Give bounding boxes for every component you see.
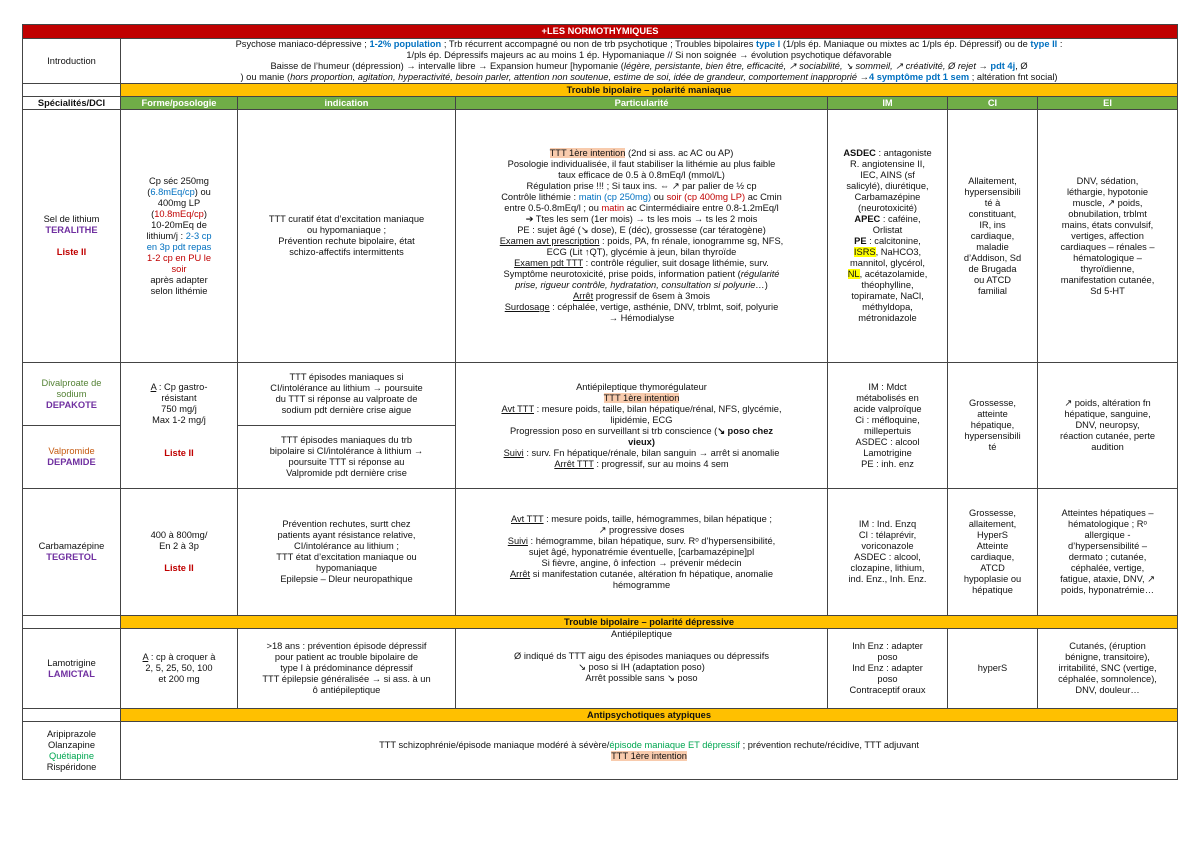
tegretol-im-e: clozapine, lithium, <box>850 563 925 573</box>
tegretol-ci <box>948 489 1038 616</box>
lithium-im-l: NL <box>847 269 860 279</box>
depakote-im-h: PE : inh. enz <box>861 458 914 469</box>
depakote-name1: Divalproate de <box>41 377 102 388</box>
lamictal-im-e: Contraceptif oraux <box>849 685 926 695</box>
lithium-im-h: Orlistat <box>872 225 903 235</box>
depakote-forme-b: résistant <box>161 392 197 403</box>
lithium-part-p12a: Symptôme neurotoxicité, prise poids, information patient ( <box>503 269 741 279</box>
lithium-ei-i: thyroïdienne, <box>1080 263 1135 274</box>
valproate-particularite <box>456 363 828 489</box>
depakote-im-e: millepertuis <box>863 425 911 436</box>
lithium-forme-b3: ) ou <box>194 186 211 197</box>
header-row <box>23 97 1178 110</box>
lamictal-ei-c: irritabilité, SNC (vertige, <box>1058 663 1157 673</box>
lamictal-part-d: Arrêt possible sans ↘ poso <box>585 673 698 683</box>
lamictal-ind-e: ô antiépileptique <box>312 685 381 695</box>
lithium-indication <box>238 110 456 363</box>
section-atypical-row <box>23 709 1178 722</box>
lithium-part-p11a: Examen pdt TTT <box>514 258 584 268</box>
tegretol-ei-f: céphalée, vertige, <box>1070 563 1145 573</box>
tegretol-particularite <box>456 489 828 616</box>
lithium-ind-c: Prévention rechute bipolaire, état <box>278 236 415 246</box>
row-antipsychotiques <box>23 722 1178 780</box>
lithium-im-g2: : caféine, <box>880 214 921 224</box>
lithium-im-l2: , acétazolamide, <box>859 269 928 279</box>
depakote-forme-d: Max 1-2 mg/j <box>152 414 206 425</box>
lamictal-im-b: poso <box>877 652 898 662</box>
tegretol-im-c: voriconazole <box>861 541 914 551</box>
lithium-part-p1b: (2nd si ass. ac AC ou AP) <box>625 148 734 158</box>
antipsy-text <box>121 722 1178 780</box>
tegretol-ind-c: CI/intolérance au lithium ; <box>294 541 399 551</box>
intro-l1d: type I <box>755 39 781 49</box>
depamide-indication <box>238 426 456 489</box>
antipsy-name-olanzapine: Olanzapine <box>47 739 96 750</box>
lithium-ei-c: muscle, ↗ poids, <box>1072 197 1143 208</box>
tegretol-ind-e: hypomaniaque <box>316 563 377 573</box>
lithium-part-p5a: Contrôle lithémie : <box>501 192 579 202</box>
lithium-ei-a: DNV, sédation, <box>1076 175 1139 186</box>
lamictal-particularite <box>456 629 828 709</box>
tegretol-im-f: ind. Enz., Inh. Enz. <box>848 574 927 584</box>
lithium-part-p14b: progressif de 6sem à 3mois <box>593 291 710 301</box>
antipsy-dci <box>23 722 121 780</box>
lithium-part-p14a: Arrêt <box>573 291 594 301</box>
tegretol-im-a: IM : Ind. Enzq <box>858 519 917 529</box>
header-ei: EI <box>1038 97 1178 110</box>
lithium-dci <box>23 110 121 363</box>
depakote-part-g2: : progressif, sur au moins 4 sem <box>593 458 729 469</box>
tegretol-dci <box>23 489 121 616</box>
tegretol-indication <box>238 489 456 616</box>
intro-l3e: , Ø <box>1015 61 1028 71</box>
depakote-ind-d: sodium pdt dernière crise aigue <box>281 405 412 415</box>
lithium-particularite <box>456 110 828 363</box>
lithium-forme-f1: lithium/j : <box>146 230 186 241</box>
lithium-part-p9b: : poids, PA, fn rénale, ionogramme sg, NFS, <box>599 236 784 246</box>
tegretol-im-b: CI : télaprévir, <box>858 530 917 540</box>
header-particularite: Particularité <box>456 97 828 110</box>
lithium-forme-i: soir <box>171 263 187 274</box>
depakote-part-b: TTT 1ère intention <box>603 392 680 403</box>
lithium-forme-e: 10-20mEq de <box>151 219 207 230</box>
lithium-forme-g: en 3p pdt repas <box>146 241 212 252</box>
lithium-name: Sel de lithium <box>43 214 100 224</box>
lamictal-name: Lamotrigine <box>47 657 96 668</box>
depamide-dci <box>23 426 121 489</box>
tegretol-name: Carbamazépine <box>38 541 105 551</box>
lithium-part-p5d: soir (cp 400mg LP) <box>666 192 746 202</box>
lamictal-indication <box>238 629 456 709</box>
depakote-part-f2: : surv. Fn hépatique/rénale, bilan sanguin → arrêt si anomalie <box>523 447 780 458</box>
tegretol-list: Liste II <box>164 563 194 573</box>
lithium-part-p5c: ou <box>651 192 667 202</box>
valproate-forme <box>121 363 238 489</box>
lithium-ci-a: Allaitement, <box>968 175 1017 186</box>
tegretol-ci-a: Grossesse, <box>968 508 1016 518</box>
depakote-ei-e: audition <box>1091 442 1124 452</box>
lithium-forme-f2: 2-3 cp <box>185 230 212 241</box>
row-tegretol <box>23 489 1178 616</box>
lithium-ei <box>1038 110 1178 363</box>
lithium-part-p13b: ) <box>764 280 768 290</box>
tegretol-part-f2: si manifestation cutanée, altération fn hépatique, anomalie <box>530 568 774 579</box>
depakote-ei-d: réaction cutanée, perte <box>1059 431 1156 441</box>
intro-l1e: (1/pls ép. Maniaque ou mixtes ac 1/pls ép. Dépressif) ou de <box>780 39 1031 49</box>
lamictal-dci <box>23 629 121 709</box>
header-im: IM <box>828 97 948 110</box>
depakote-part-e2: ↘ poso chez <box>717 425 774 436</box>
tegretol-ei-b: hématologique ; Rᵒ <box>1068 519 1147 529</box>
intro-l4b: hors proportion, agitation, hyperactivité, besoin parler, attention non soutenue, estime de soi, idée de grandeur, comportement inapproprié <box>290 72 858 82</box>
lithium-ci-d: constituant, <box>968 208 1017 219</box>
tegretol-ei-a: Atteintes hépatiques – <box>1061 508 1154 518</box>
intro-l1f: type II <box>1030 39 1058 49</box>
tegretol-ind-b: patients ayant résistance relative, <box>277 530 416 540</box>
tegretol-forme-a: 400 à 800mg/ <box>150 530 208 540</box>
tegretol-part-b: ↗ progressive doses <box>598 524 685 535</box>
depakote-ci-d: hypersensibili <box>964 431 1021 441</box>
antipsy-text2: épisode maniaque ET dépressif <box>609 739 740 750</box>
depakote-forme-c: 750 mg/j <box>161 403 197 414</box>
lithium-part-p8: PE : sujet âgé (↘ dose), E (déc), grossesse (car tératogène) <box>517 225 766 235</box>
lamictal-forme-a2: : cp à croquer à <box>148 652 216 662</box>
intro-l3d: pdt 4j <box>990 61 1016 71</box>
depakote-dci <box>23 363 121 426</box>
row-depakote <box>23 363 1178 426</box>
depakote-part-c1: Avt TTT <box>501 403 535 414</box>
tegretol-im-d: ASDEC : alcool, <box>854 552 921 562</box>
lamictal-ei <box>1038 629 1178 709</box>
depakote-im-c: acide valproïque <box>853 403 922 414</box>
lamictal-im-c: Ind Enz : adapter <box>852 663 923 673</box>
tegretol-ind-d: TTT état d’excitation maniaque ou <box>276 552 417 562</box>
lithium-ei-h: hématologique – <box>1073 252 1142 263</box>
header-indication: indication <box>238 97 456 110</box>
intro-label: Introduction <box>23 39 121 84</box>
lithium-part-p4: Régulation prise !!! ; Si taux ins. ⇔ ↗ par palier de ½ cp <box>526 181 757 191</box>
tegretol-part-f1: Arrêt <box>509 568 531 579</box>
depakote-ind-a: TTT épisodes maniaques si <box>289 372 404 382</box>
tegretol-im <box>828 489 948 616</box>
row-lithium <box>23 110 1178 363</box>
lithium-ci-h: d’Addison, Sd <box>963 252 1022 263</box>
tegretol-ind-a: Prévention rechutes, surtt chez <box>282 519 411 529</box>
depakote-part-e1: Progression poso en surveillant si trb conscience ( <box>509 425 718 436</box>
intro-l4e: ; altération fnt social) <box>969 72 1058 82</box>
tegretol-part-c1: Suivi <box>507 535 528 546</box>
tegretol-ci-e: cardiaque, <box>970 552 1015 562</box>
intro-l4a: ) ou manie ( <box>240 72 291 82</box>
lithium-im-a2: : antagoniste <box>875 148 932 158</box>
lithium-im-i2: : calcitonine, <box>866 236 921 246</box>
depamide-name: Valpromide <box>48 446 95 456</box>
lithium-ci <box>948 110 1038 363</box>
tegretol-ei-h: poids, hyponatrémie… <box>1061 585 1155 595</box>
header-dci: Spécialités/DCI <box>23 97 121 110</box>
tegretol-part-a1: Avt TTT <box>511 513 544 524</box>
lamictal-forme-a1: A <box>142 652 149 662</box>
antipsy-name-quetiapine: Quétiapine <box>49 750 94 761</box>
lithium-ind-b: ou hypomaniaque ; <box>306 225 387 235</box>
lithium-im-a: ASDEC <box>843 148 876 158</box>
lithium-part-p3: taux efficace de 0.5 à 0.8mEq/l (mmol/L) <box>558 170 725 180</box>
intro-l1b: 1-2% population <box>369 39 442 49</box>
tegretol-ei-e: dermato ; cutanée, <box>1068 552 1147 562</box>
lithium-part-p1a: TTT 1ère intention <box>549 148 626 158</box>
tegretol-forme-b: En 2 à 3p <box>159 541 199 551</box>
lithium-ei-k: Sd 5-HT <box>1090 285 1125 296</box>
lithium-im-m: théophylline, <box>861 280 914 290</box>
depakote-part-e3: vieux) <box>628 436 655 447</box>
tegretol-part-d: sujet âgé, hyponatrémie éventuelle, [carbamazépine]pl <box>528 546 755 557</box>
lithium-im-g: APEC <box>854 214 881 224</box>
depakote-part-g1: Arrêt TTT <box>554 458 594 469</box>
depamide-brand: DEPAMIDE <box>47 457 96 467</box>
lithium-brand: TERALITHE <box>45 225 98 235</box>
lithium-part-p15b: : céphalée, vertige, asthénie, DNV, trblmt, soif, polyurie <box>549 302 779 312</box>
antipsy-text4: TTT 1ère intention <box>611 750 687 761</box>
lithium-ei-j: manifestation cutanée, <box>1060 274 1155 285</box>
lithium-im-j: ISRS <box>853 247 876 257</box>
depakote-im-a: IM : Mdct <box>868 381 907 392</box>
lithium-forme-d3: ) <box>203 208 207 219</box>
lithium-part-p10: ECG (Lit ↑QT), glycémie à jeun, bilan thyroïde <box>546 247 737 257</box>
section-maniac: Trouble bipolaire – polarité maniaque <box>121 84 1178 97</box>
tegretol-ei-g: fatigue, ataxie, DNV, ↗ <box>1060 574 1155 584</box>
depakote-im-b: métabolisés en <box>856 392 919 403</box>
lamictal-im-d: poso <box>877 674 898 684</box>
intro-text <box>121 39 1178 84</box>
lamictal-part-b: Ø indiqué ds TTT aigu des épisodes maniaques ou dépressifs <box>514 651 769 661</box>
lithium-ei-g: cardiaques – rénales – <box>1060 241 1155 252</box>
depakote-forme-a1: A <box>150 381 157 392</box>
lithium-ei-b: léthargie, hypotonie <box>1066 186 1149 197</box>
header-forme: Forme/posologie <box>121 97 238 110</box>
depakote-ei-b: hépatique, sanguine, <box>1064 409 1151 419</box>
tegretol-part-c2: : hémogramme, bilan hépatique, surv. Rᵒ d’hypersensibilité, <box>527 535 776 546</box>
lithium-ci-i: de Brugada <box>968 263 1017 274</box>
lamictal-ei-e: DNV, douleur… <box>1075 685 1140 695</box>
lamictal-ei-d: céphalée, somnolence), <box>1058 674 1157 684</box>
lithium-part-p11b: : contrôle régulier, suit dosage lithémie, surv. <box>583 258 769 268</box>
depakote-name2: sodium <box>56 388 87 399</box>
depakote-part-d: lipidémie, ECG <box>610 414 673 425</box>
lamictal-im-a: Inh Enz : adapter <box>852 641 923 651</box>
tegretol-ei <box>1038 489 1178 616</box>
page-title: +LES NORMOTHYMIQUES <box>23 25 1178 39</box>
lithium-im-k: mannitol, glycérol, <box>850 258 925 268</box>
lamictal-ei-b: bénigne, transitoire), <box>1065 652 1150 662</box>
tegretol-ei-c: allergique - <box>1084 530 1131 540</box>
depamide-ind-c: poursuite TTT si réponse au <box>288 457 405 467</box>
lithium-forme-j: après adapter <box>150 274 208 285</box>
lithium-forme-k: selon lithémie <box>150 285 208 296</box>
row-lamictal <box>23 629 1178 709</box>
intro-l4d: 4 symptôme pdt 1 sem <box>868 72 970 82</box>
lithium-ind-a: TTT curatif état d’excitation maniaque <box>268 214 425 224</box>
intro-l3a: Baisse de l’humeur (dépression) → intervalle libre → Expansion humeur [hypomanie ( <box>270 61 624 71</box>
lithium-im-e: Carbamazépine <box>854 192 921 202</box>
depamide-ind-d: Valpromide pdt dernière crise <box>286 468 407 478</box>
depamide-ind-b: bipolaire si CI/intolérance à lithium → <box>269 446 424 456</box>
tegretol-brand: TEGRETOL <box>46 552 97 562</box>
tegretol-ci-g: hypoplasie ou <box>963 574 1022 584</box>
lithium-part-p13: prise, rigueur contrôle, hydratation, consultation si polyurie… <box>515 280 765 290</box>
lithium-ci-f: cardiaque, <box>970 230 1015 241</box>
lithium-ci-g: maladie <box>976 241 1009 252</box>
intro-l4c: → <box>857 72 869 82</box>
depakote-im-g: Lamotrigine <box>863 447 912 458</box>
lamictal-part-c: ↘ poso si IH (adaptation poso) <box>578 662 705 672</box>
depakote-part-a: Antiépileptique thymorégulateur <box>576 381 707 392</box>
lithium-im-j2: , NaHCO3, <box>875 247 922 257</box>
tegretol-ci-b: allaitement, <box>968 519 1017 529</box>
tegretol-ci-c: HyperS <box>976 530 1008 540</box>
lithium-part-p6b: matin <box>601 203 625 213</box>
depakote-brand: DEPAKOTE <box>46 399 97 410</box>
depakote-ci-a: Grossesse, <box>968 398 1016 408</box>
lithium-im-f: (neurotoxicité) <box>858 203 917 213</box>
valproate-im <box>828 363 948 489</box>
intro-row <box>23 39 1178 84</box>
lithium-part-p6c: ac Cintermédiaire entre 0.8-1.2mEq/l <box>624 203 779 213</box>
depakote-im-d: Ci : méfloquine, <box>855 414 920 425</box>
section-depressive-row <box>23 616 1178 629</box>
lithium-im-i: PE <box>854 236 867 246</box>
intro-l1a: Psychose maniaco-dépressive ; <box>235 39 370 49</box>
intro-l3c: → <box>975 61 991 71</box>
lithium-forme-d1: ( <box>151 208 155 219</box>
lithium-ei-d: obnubilation, trblmt <box>1068 208 1147 219</box>
tegretol-ci-d: Atteinte <box>976 541 1009 551</box>
lithium-im-p: métronidazole <box>858 313 917 323</box>
intro-l1c: ; Trb récurrent accompagné ou non de trb psychotique ; Troubles bipolaires <box>441 39 756 49</box>
antipsy-text3: ; prévention rechute/récidive, TTT adjuvant <box>739 739 919 750</box>
depakote-ci-e: té <box>988 442 997 452</box>
lithium-part-p6a: entre 0.5-0.8mEq/l ; ou <box>504 203 602 213</box>
depakote-ind-b: CI/intolérance au lithium → poursuite <box>270 383 423 393</box>
tegretol-ei-d: d’hypersensibilité – <box>1067 541 1148 551</box>
lithium-ei-f: vertiges, affection <box>1071 230 1144 241</box>
depakote-indication <box>238 363 456 426</box>
lithium-forme <box>121 110 238 363</box>
lamictal-ind-c: type I à prédominance dépressif <box>280 663 413 673</box>
lithium-list: Liste II <box>56 247 87 257</box>
depakote-im-f: ASDEC : alcool <box>855 436 920 447</box>
header-ci: CI <box>948 97 1038 110</box>
lamictal-part-a: Antiépileptique <box>611 629 672 639</box>
title-row <box>23 25 1178 39</box>
lithium-part-p7: ➔ Ttes les sem (1er mois) → ts les mois → ts les 2 mois <box>525 214 758 224</box>
depakote-ei-c: DNV, neuropsy, <box>1075 420 1140 430</box>
lithium-im-n: topiramate, NaCl, <box>851 291 924 301</box>
section-atypical: Antipsychotiques atypiques <box>121 709 1178 722</box>
lithium-ci-b: hypersensibili <box>964 186 1021 197</box>
depakote-forme-a2: : Cp gastro- <box>156 381 208 392</box>
lithium-ci-c: té à <box>984 197 1001 208</box>
lithium-part-p16: → Hémodialyse <box>608 313 675 323</box>
intro-l2: 1/pls ép. Dépressifs majeurs ac au moins 1 ép. Hypomaniaque // Si non soignée → évolution psychotique défavorable <box>406 50 892 60</box>
depakote-ci-b: atteinte <box>977 409 1008 419</box>
depakote-ei-a: ↗ poids, altération fn <box>1064 398 1151 408</box>
intro-l3b: légère, persistante, bien être, efficacité, ↗ sociabilité, ↘ sommeil, ↗ créativité, Ø rejet <box>623 61 976 71</box>
lithium-im-c: IEC, AINS (sf <box>860 170 915 180</box>
lithium-ind-d: schizo-affectifs intermittents <box>289 247 404 257</box>
lamictal-forme-b: 2, 5, 25, 50, 100 <box>145 663 213 673</box>
antipsy-name-risperidone: Rispéridone <box>46 761 97 772</box>
intro-l1g: : <box>1057 39 1063 49</box>
lithium-ci-k: familial <box>978 285 1007 296</box>
lamictal-im <box>828 629 948 709</box>
tegretol-forme <box>121 489 238 616</box>
lithium-forme-d2: 10.8mEq/cp <box>154 208 204 219</box>
lamictal-ci: hyperS <box>948 629 1038 709</box>
lithium-part-p2: Posologie individualisée, il faut stabiliser la lithémie au plus faible <box>507 159 776 169</box>
tegretol-part-g: hémogramme <box>612 579 671 590</box>
tegretol-part-e: Si fièvre, angine, ô infection → prévenir médecin <box>541 557 742 568</box>
lithium-forme-h: 1-2 cp en PU le <box>146 252 212 263</box>
lithium-forme-c: 400mg LP <box>157 197 201 208</box>
antipsy-text1: TTT schizophrénie/épisode maniaque modéré à sévère/ <box>379 739 610 750</box>
tegretol-part-a2: : mesure poids, taille, hémogrammes, bilan hépatique ; <box>543 513 772 524</box>
lamictal-forme <box>121 629 238 709</box>
valproate-ci <box>948 363 1038 489</box>
lithium-im-o: méthyldopa, <box>862 302 913 312</box>
section-depressive: Trouble bipolaire – polarité dépressive <box>121 616 1178 629</box>
tegretol-ind-f: Epilepsie – Dleur neuropathique <box>280 574 413 584</box>
lithium-part-p5b: matin (cp 250mg) <box>578 192 652 202</box>
lamictal-ind-b: pour patient ac trouble bipolaire de <box>274 652 419 662</box>
lamictal-ind-d: TTT épilepsie généralisée → si ass. à un <box>262 674 431 684</box>
valproate-ei <box>1038 363 1178 489</box>
antipsy-name-aripiprazole: Aripiprazole <box>46 728 97 739</box>
normothymiques-table <box>22 24 1178 780</box>
depakote-list: Liste II <box>164 447 194 458</box>
tegretol-ci-h: hépatique <box>972 585 1013 595</box>
lamictal-forme-c: et 200 mg <box>158 674 200 684</box>
section-maniac-row <box>23 84 1178 97</box>
depakote-part-f1: Suivi <box>503 447 524 458</box>
lithium-im <box>828 110 948 363</box>
lithium-part-p15a: Surdosage <box>504 302 550 312</box>
lithium-im-d: salicylé), diurétique, <box>846 181 929 191</box>
lamictal-brand: LAMICTAL <box>48 668 95 679</box>
depamide-ind-a: TTT épisodes maniaques du trb <box>280 435 413 445</box>
lithium-ei-e: mains, états convulsif, <box>1061 219 1154 230</box>
lithium-ci-e: IR, ins <box>979 219 1006 230</box>
lithium-part-p5e: ac Cmin <box>745 192 782 202</box>
lamictal-ei-a: Cutanés, (éruption <box>1069 641 1146 651</box>
lithium-part-p12b: régularité <box>740 269 780 279</box>
lamictal-ind-a: >18 ans : prévention épisode dépressif <box>266 641 427 651</box>
lithium-part-p9a: Examen avt prescription <box>499 236 600 246</box>
lithium-forme-b2: 6.8mEq/cp <box>150 186 195 197</box>
lithium-ci-j: ou ATCD <box>973 274 1012 285</box>
depakote-ind-c: du TTT si réponse au valproate de <box>275 394 418 404</box>
normothymiques-sheet <box>22 24 1177 780</box>
lithium-forme-a: Cp séc 250mg <box>149 175 209 186</box>
tegretol-ci-f: ATCD <box>980 563 1005 573</box>
lithium-im-b: R. angiotensine II, <box>850 159 925 169</box>
depakote-part-c2: : mesure poids, taille, bilan hépatique/rénal, NFS, glycémie, <box>534 403 782 414</box>
depakote-ci-c: hépatique, <box>970 420 1015 430</box>
lithium-forme-b1: ( <box>147 186 151 197</box>
